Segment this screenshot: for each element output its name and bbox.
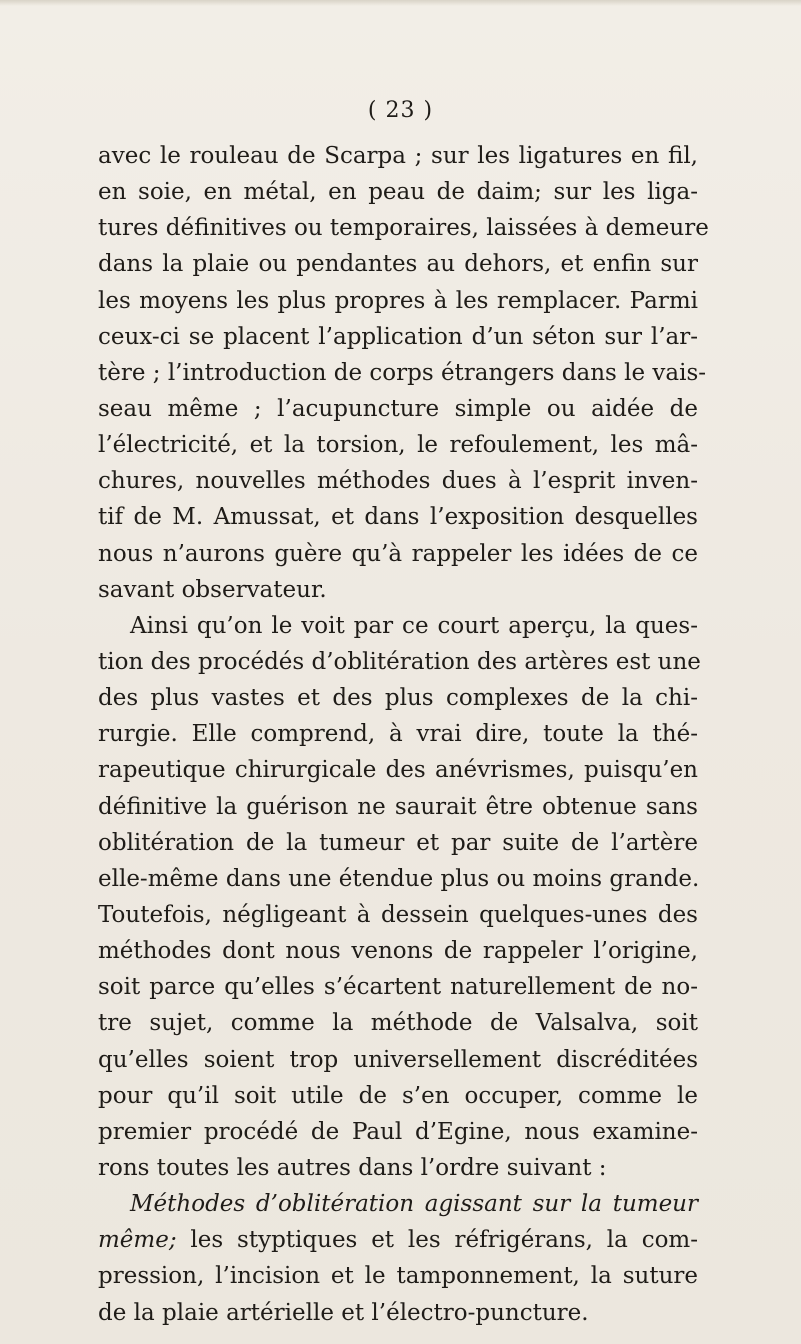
text-line: premier procédé de Paul d’Egine, nous examine- (98, 1118, 698, 1145)
page-number: ( 23 ) (367, 98, 434, 123)
text-line: rapeutique chirurgicale des anévrismes, puisqu’en (98, 757, 698, 784)
text-line-italic: Méthodes d’oblitération agissant sur la tumeur (130, 1191, 698, 1218)
text-line: Toutefois, négligeant à dessein quelques-unes des (98, 901, 698, 928)
text-line: oblitération de la tumeur et par suite de l’artère (98, 829, 698, 856)
text-line: chures, nouvelles méthodes dues à l’esprit inven- (98, 468, 698, 495)
text-line: pour qu’il soit utile de s’en occuper, comme le (98, 1082, 698, 1109)
text-line: de la plaie artérielle et l’électro-puncture. (98, 1299, 589, 1326)
italic-word: même; (98, 1227, 177, 1254)
text-line: l’électricité, et la torsion, le refoulement, les mâ- (98, 432, 698, 459)
text-line: soit parce qu’elles s’écartent naturellement de no- (98, 974, 698, 1001)
text-line: seau même ; l’acupuncture simple ou aidée de (98, 395, 698, 422)
text-line: nous n’aurons guère qu’à rappeler les idées de ce (98, 540, 698, 567)
text-line: tère ; l’introduction de corps étrangers dans le vais- (98, 359, 707, 386)
text-line: les moyens les plus propres à les remplacer. Parmi (98, 287, 698, 314)
text-line: rurgie. Elle comprend, à vrai dire, toute la thé- (98, 721, 698, 748)
text-line: des plus vastes et des plus complexes de la chi- (98, 685, 698, 712)
text-line: définitive la guérison ne saurait être obtenue sans (98, 793, 698, 820)
text-line: tif de M. Amussat, et dans l’exposition desquelles (98, 504, 698, 531)
text-line: tre sujet, comme la méthode de Valsalva, soit (98, 1010, 698, 1037)
text-line: tion des procédés d’oblitération des artères est une (98, 648, 701, 675)
text-line: pression, l’incision et le tamponnement, la suture (98, 1263, 698, 1290)
text-line: dans la plaie ou pendantes au dehors, et enfin sur (98, 251, 698, 278)
text-line-mixed (98, 1222, 698, 1258)
page-edge (0, 0, 801, 6)
text-line: tures définitives ou temporaires, laissées à demeure (98, 215, 709, 242)
text-line: ceux-ci se placent l’application d’un séton sur l’ar- (98, 323, 698, 350)
text-line: avec le rouleau de Scarpa ; sur les ligatures en fil, (98, 143, 698, 169)
text-line: savant observateur. (98, 576, 327, 603)
text-line: Ainsi qu’on le voit par ce court aperçu, la ques- (130, 612, 698, 639)
body-text (98, 138, 709, 1331)
text-segment: les styptiques et les réfrigérans, la com- (176, 1227, 698, 1254)
text-line: méthodes dont nous venons de rappeler l’origine, (98, 938, 698, 965)
text-line: qu’elles soient trop universellement discréditées (98, 1046, 698, 1073)
text-line: elle-même dans une étendue plus ou moins grande. (98, 865, 700, 892)
text-line: en soie, en métal, en peau de daim; sur les liga- (98, 179, 698, 206)
text-line: rons toutes les autres dans l’ordre suivant : (98, 1154, 607, 1181)
